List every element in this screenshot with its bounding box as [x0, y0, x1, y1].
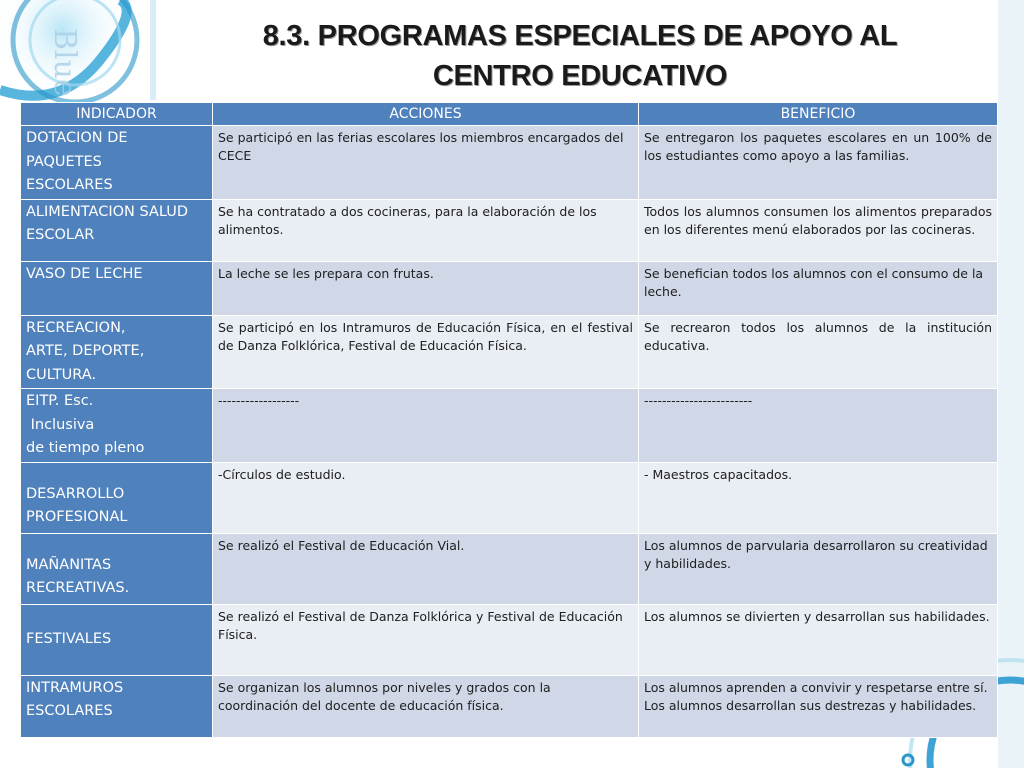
table-row [21, 533, 998, 604]
column-header-beneficio: BENEFICIO [639, 103, 998, 126]
indicator-cell [21, 261, 213, 315]
indicator-line: ALIMENTACION SALUD [26, 203, 188, 220]
indicator-line: RECREATIVAS. [26, 580, 130, 596]
indicator-line: ESCOLAR [26, 227, 95, 243]
table-row [21, 126, 998, 200]
indicator-cell [21, 389, 213, 463]
beneficio-cell: Los alumnos aprenden a convivir y respetarse entre sí. Los alumnos desarrollan sus destrezas y habilidades. [639, 675, 998, 737]
beneficio-cell: Se recrearon todos los alumnos de la institución educativa. [639, 315, 998, 389]
beneficio-cell: Se benefician todos los alumnos con el consumo de la leche. [639, 261, 998, 315]
indicator-line: ESCOLARES [26, 177, 113, 193]
indicator-cell [21, 199, 213, 261]
indicator-line: ESCOLARES [26, 703, 113, 719]
page-title-line-1: 8.3. PROGRAMAS ESPECIALES DE APOYO AL [262, 20, 898, 52]
indicator-line: PROFESIONAL [26, 509, 128, 525]
acciones-cell: -Círculos de estudio. [213, 462, 639, 533]
table-row [21, 675, 998, 737]
table-header-row [21, 103, 998, 126]
beneficio-cell: Los alumnos de parvularia desarrollaron su creatividad y habilidades. [639, 533, 998, 604]
beneficio-cell: Se entregaron los paquetes escolares en un 100% de los estudiantes como apoyo a las familias. [639, 126, 998, 200]
indicator-cell [21, 604, 213, 675]
acciones-cell: Se participó en los Intramuros de Educación Física, en el festival de Danza Folklórica, Festival de Educación Física. [213, 315, 639, 389]
indicator-cell [21, 315, 213, 389]
acciones-cell: Se participó en las ferias escolares los miembros encargados del CECE [213, 126, 639, 200]
indicator-line: de tiempo pleno [26, 440, 145, 456]
beneficio-cell: Los alumnos se divierten y desarrollan sus habilidades. [639, 604, 998, 675]
indicator-line: MAÑANITAS [26, 556, 112, 573]
page-title [150, 16, 1010, 96]
acciones-cell: Se realizó el Festival de Educación Vial. [213, 533, 639, 604]
beneficio-cell: ------------------------ [639, 389, 998, 463]
column-header-indicador: INDICADOR [21, 103, 213, 126]
watermark-text: Blue [47, 28, 82, 97]
indicator-cell [21, 462, 213, 533]
indicator-line: DOTACION DE PAQUETES [26, 130, 128, 170]
indicator-line: CULTURA. [26, 366, 97, 383]
column-header-acciones: ACCIONES [213, 103, 639, 126]
indicator-cell [21, 533, 213, 604]
beneficio-cell: - Maestros capacitados. [639, 462, 998, 533]
indicator-cell [21, 126, 213, 200]
acciones-cell: ------------------ [213, 389, 639, 463]
indicator-line: INTRAMUROS [26, 679, 124, 696]
acciones-cell: Se ha contratado a dos cocineras, para la elaboración de los alimentos. [213, 199, 639, 261]
indicator-line: DESARROLLO [26, 485, 125, 502]
indicator-line: VASO DE LECHE [26, 265, 143, 282]
acciones-cell: Se organizan los alumnos por niveles y grados con la coordinación del docente de educación física. [213, 675, 639, 737]
acciones-cell: Se realizó el Festival de Danza Folklórica y Festival de Educación Física. [213, 604, 639, 675]
table-row [21, 462, 998, 533]
table-row [21, 199, 998, 261]
page-title-line-2: CENTRO EDUCATIVO [432, 60, 728, 92]
table-row [21, 389, 998, 463]
programs-table [20, 102, 998, 738]
indicator-line: RECREACION, [26, 319, 126, 336]
beneficio-cell: Todos los alumnos consumen los alimentos preparados en los diferentes menú elaborados por las cocineras. [639, 199, 998, 261]
indicator-line: FESTIVALES [26, 630, 112, 647]
table-row [21, 604, 998, 675]
indicator-line: ARTE, DEPORTE, [26, 343, 145, 359]
indicator-cell [21, 675, 213, 737]
table-row [21, 261, 998, 315]
table-row [21, 315, 998, 389]
acciones-cell: La leche se les prepara con frutas. [213, 261, 639, 315]
indicator-line: EITP. Esc. [26, 393, 94, 409]
indicator-line: Inclusiva [26, 416, 95, 433]
